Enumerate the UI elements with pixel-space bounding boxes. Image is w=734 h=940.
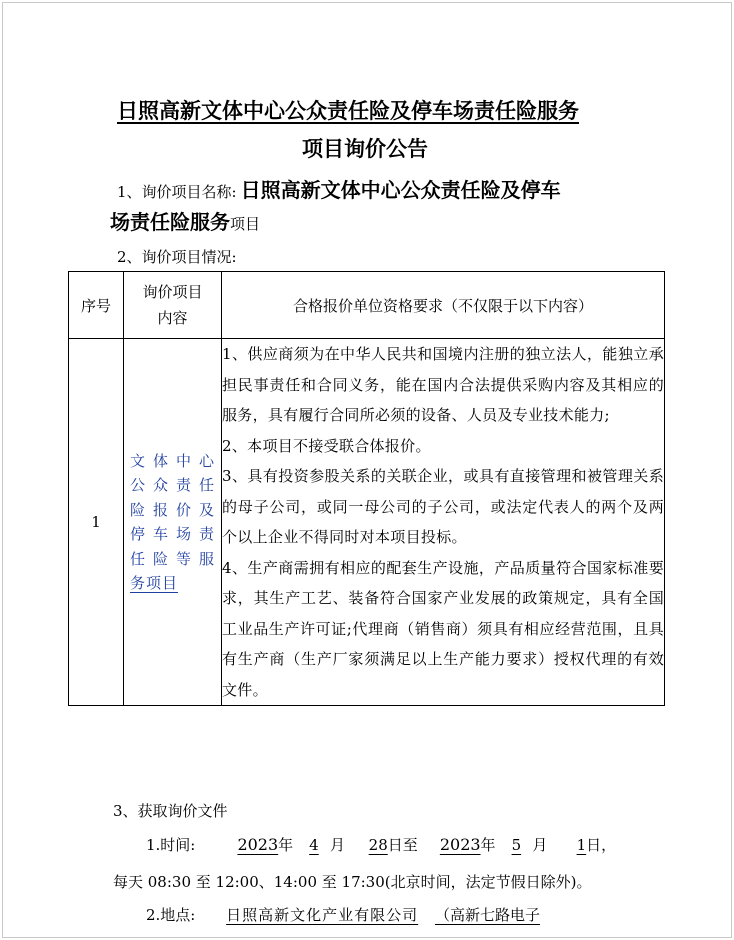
requirement-3: 3、具有投资参股关系的关联企业，或具有直接管理和被管理关系的母子公司，或同一母公司的子公司，或法定代表人的两个及两个以上企业不得同时对本项目投标。 (222, 467, 664, 546)
start-day: 28 (368, 836, 388, 854)
section1-project-name-cont (110, 206, 260, 235)
requirement-2: 2、本项目不接受联合体报价。 (222, 436, 431, 455)
day-end: 日， (586, 836, 617, 854)
section1-name-part2: 场责任险服务 (110, 210, 230, 234)
header-seq: 序号 (69, 272, 124, 339)
header-item-line1: 询价项目 (142, 283, 203, 301)
location-label: 2.地点: (146, 906, 196, 924)
header-item (124, 272, 222, 339)
row-item-line-3: 险报价及 (130, 500, 215, 519)
start-month: 4 (309, 836, 319, 854)
end-year-char: 年 (480, 836, 496, 854)
day-to: 日至 (387, 836, 418, 854)
requirement-4: 4、生产商需拥有相应的配套生产设施，产品质量符合国家标准要求，其生产工艺、装备符合国家产业发展的政策规定，具有全国工业品生产许可证;代理商（销售商）须具有相应经营范围，且具有生产商（生产厂家须满足以上生产能力要求）授权代理的有效文件。 (222, 558, 664, 699)
location-value: 日照高新文化产业有限公司 (226, 906, 419, 924)
row-item-line-2: 公众责任 (130, 476, 215, 494)
row-item-cell (124, 339, 222, 706)
row-requirements (222, 339, 665, 706)
table-header-row (69, 272, 665, 339)
row-item-line-4: 停车场责 (130, 525, 215, 543)
header-requirements: 合格报价单位资格要求（不仅限于以下内容） (222, 272, 665, 339)
title-line-2: 项目询价公告 (302, 136, 428, 161)
table-row (69, 339, 665, 706)
section3-time-line (146, 834, 616, 855)
start-year: 2023 (237, 835, 279, 854)
section1-name-part1: 日照高新文体中心公众责任险及停车 (240, 178, 561, 202)
section3-heading: 3、获取询价文件 (113, 802, 228, 820)
end-month-char: 月 (532, 836, 548, 854)
end-month: 5 (511, 836, 522, 854)
end-day: 1 (576, 836, 587, 854)
title-line-1: 日照高新文体中心公众责任险及停车场责任险服务 (117, 98, 579, 123)
start-year-char: 年 (278, 836, 294, 854)
end-year: 2023 (439, 835, 481, 854)
row-seq: 1 (69, 339, 124, 706)
section1-suffix: 项目 (230, 215, 261, 233)
section2-heading: 2、询价项目情况: (117, 248, 237, 266)
start-month-char: 月 (329, 836, 345, 854)
section1-project-name (117, 174, 561, 203)
section3-hours: 每天 08:30 至 12:00、14:00 至 17:30(北京时间，法定节假日除外)。 (113, 873, 592, 891)
section1-prefix: 1、询价项目名称: (117, 183, 237, 201)
row-item-line-5: 任险等服 (130, 549, 215, 568)
requirements-table (68, 271, 665, 706)
section3-location-line (146, 904, 540, 925)
row-item-line-6 (124, 571, 221, 596)
requirement-1: 1、供应商须为在中华人民共和国境内注册的独立法人，能独立承担民事责任和合同义务，能在国内合法提供采购内容及其相应的服务，具有履行合同所必须的设备、人员及专业技术能力; (222, 345, 664, 424)
row-item-line-1: 文体中心 (130, 451, 215, 470)
time-label: 1.时间: (146, 836, 196, 854)
row-item-line-6-text: 务项目 (130, 574, 179, 592)
header-item-line2: 内容 (157, 309, 188, 327)
location-note: （高新七路电子 (434, 906, 540, 924)
